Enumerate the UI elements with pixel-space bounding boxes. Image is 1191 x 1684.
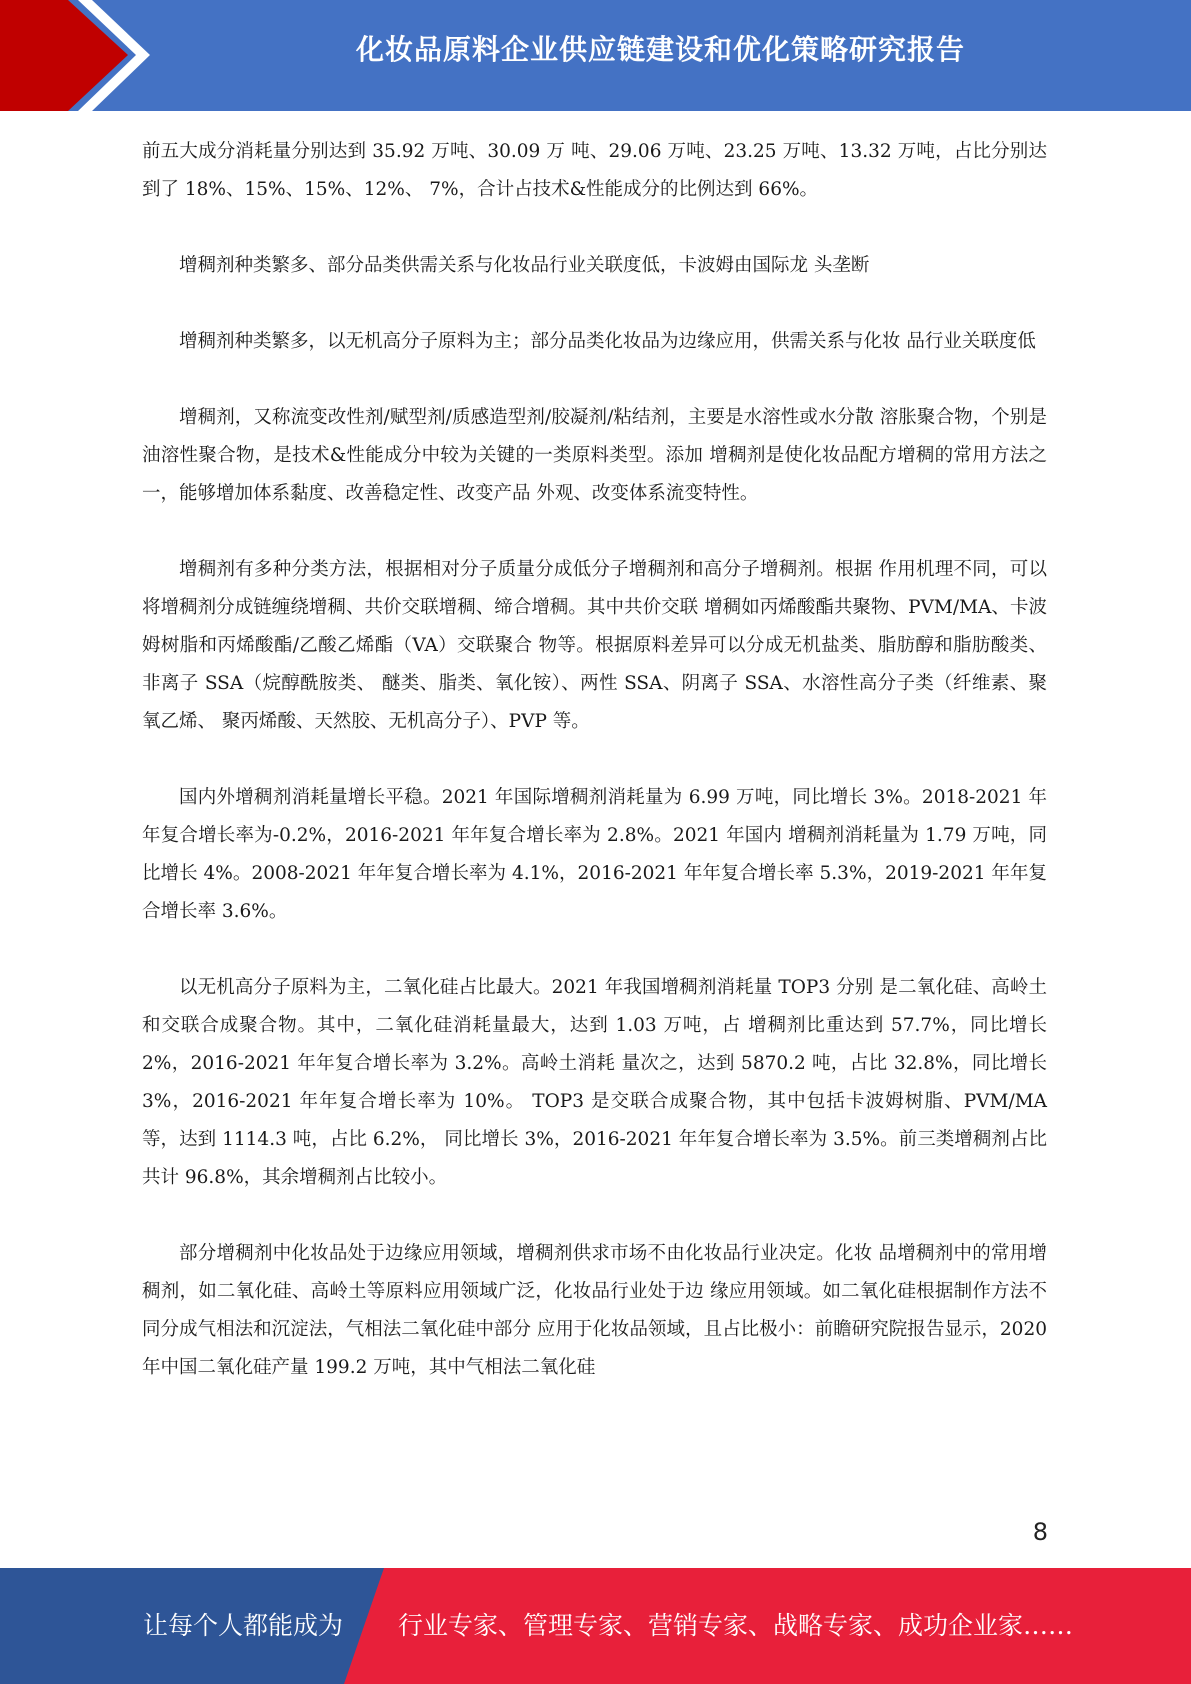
page-footer bbox=[0, 1568, 1191, 1684]
paragraph: 国内外增稠剂消耗量增长平稳。2021 年国际增稠剂消耗量为 6.99 万吨，同比增长 3%。2018-2021 年年复合增长率为-0.2%，2016-2021 年年复合增长率为 2.8%。2021 年国内 增稠剂消耗量为 1.79 万吨，同比增长 4%。2008-2021 年年复合增长率为 4.1%，2016-2021 年年复合增长率 5.3%，2019-2021 年年复合增长率 3.6%。 bbox=[142, 787, 1047, 922]
page-header bbox=[0, 0, 1191, 111]
paragraph: 前五大成分消耗量分别达到 35.92 万吨、30.09 万 吨、29.06 万吨、23.25 万吨、13.32 万吨，占比分别达到了 18%、15%、15%、12%、 7%，合计占技术&性能成分的比例达到 66%。 bbox=[142, 141, 1047, 200]
paragraph: 增稠剂种类繁多，以无机高分子原料为主；部分品类化妆品为边缘应用，供需关系与化妆 品行业关联度低 bbox=[179, 331, 1036, 352]
header-arrow-decoration bbox=[0, 0, 150, 111]
footer-slogan-right: 行业专家、管理专家、营销专家、战略专家、成功企业家…… bbox=[398, 1611, 1074, 1640]
paragraph: 增稠剂有多种分类方法，根据相对分子质量分成低分子增稠剂和高分子增稠剂。根据 作用机理不同，可以将增稠剂分成链缠绕增稠、共价交联增稠、缔合增稠。其中共价交联 增稠如丙烯酸酯共聚物、PVM/MA、卡波姆树脂和丙烯酸酯/乙酸乙烯酯（VA）交联聚合 物等。根据原料差异可以分成无机盐类、脂肪醇和脂肪酸类、非离子 SSA（烷醇酰胺类、 醚类、脂类、氧化铵）、两性 SSA、阴离子 SSA、水溶性高分子类（纤维素、聚氧乙烯、 聚丙烯酸、天然胶、无机高分子）、PVP 等。 bbox=[142, 559, 1047, 732]
paragraph: 部分增稠剂中化妆品处于边缘应用领域，增稠剂供求市场不由化妆品行业决定。化妆 品增稠剂中的常用增稠剂，如二氧化硅、高岭土等原料应用领域广泛，化妆品行业处于边 缘应用领域。如二氧化硅根据制作方法不同分成气相法和沉淀法，气相法二氧化硅中部分 应用于化妆品领域，且占比极小：前瞻研究院报告显示，2020 年中国二氧化硅产量 199.2 万吨，其中气相法二氧化硅 bbox=[142, 1243, 1047, 1378]
paragraph: 增稠剂种类繁多、部分品类供需关系与化妆品行业关联度低，卡波姆由国际龙 头垄断 bbox=[179, 255, 870, 276]
paragraph: 增稠剂，又称流变改性剂/赋型剂/质感造型剂/胶凝剂/粘结剂，主要是水溶性或水分散 溶胀聚合物，个别是油溶性聚合物，是技术&性能成分中较为关键的一类原料类型。添加 增稠剂是使化妆品配方增稠的常用方法之一，能够增加体系黏度、改善稳定性、改变产品 外观、改变体系流变特性。 bbox=[142, 407, 1047, 504]
page-number: 8 bbox=[1032, 1518, 1048, 1546]
paragraph: 以无机高分子原料为主，二氧化硅占比最大。2021 年我国增稠剂消耗量 TOP3 分别 是二氧化硅、高岭土和交联合成聚合物。其中，二氧化硅消耗量最大，达到 1.03 万吨，占 增稠剂比重达到 57.7%，同比增长 2%，2016-2021 年年复合增长率为 3.2%。高岭土消耗 量次之，达到 5870.2 吨，占比 32.8%，同比增长 3%，2016-2021 年年复合增长率为 10%。 TOP3 是交联合成聚合物，其中包括卡波姆树脂、PVM/MA 等，达到 1114.3 吨，占比 6.2%， 同比增长 3%，2016-2021 年年复合增长率为 3.5%。前三类增稠剂占比共计 96.8%，其余增稠剂占比较小。 bbox=[142, 977, 1047, 1188]
body-text bbox=[142, 133, 1047, 1425]
footer-slogan-left: 让每个人都能成为 bbox=[143, 1611, 344, 1640]
report-title: 化妆品原料企业供应链建设和优化策略研究报告 bbox=[355, 33, 965, 66]
